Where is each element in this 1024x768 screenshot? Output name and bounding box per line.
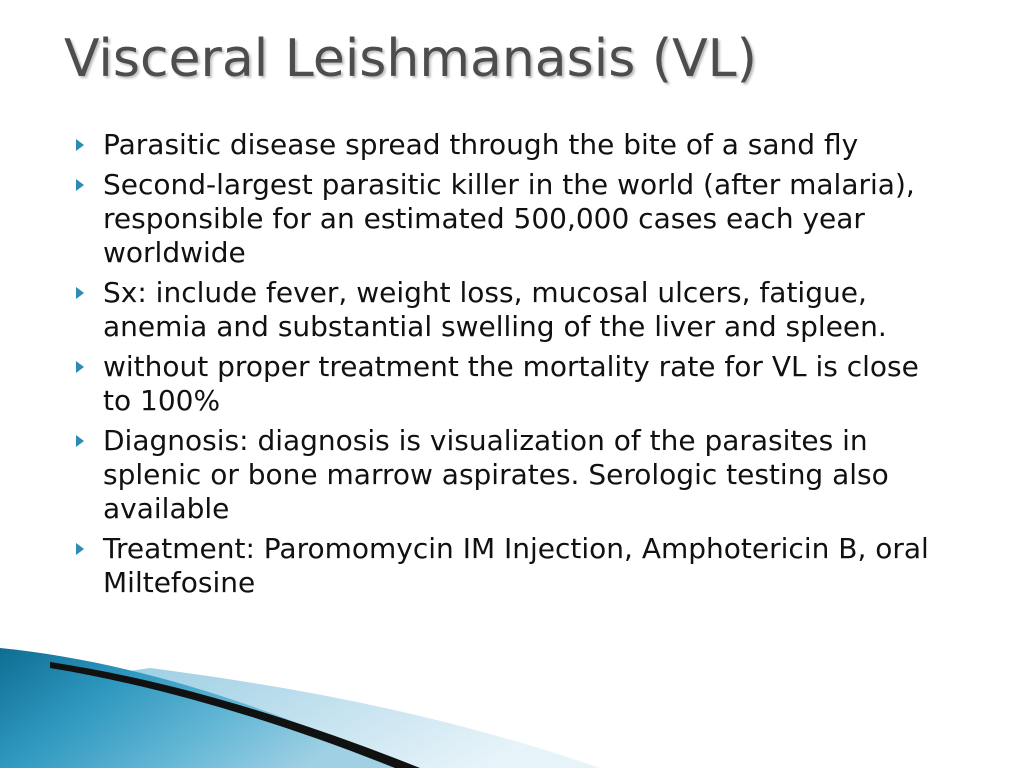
bullet-item <box>72 128 952 162</box>
blue-gradient-band <box>0 648 400 768</box>
bullet-item <box>72 168 952 270</box>
triangle-bullet-icon <box>76 179 84 191</box>
triangle-bullet-icon <box>76 287 84 299</box>
bullet-text: Diagnosis: diagnosis is visualization of the parasites in splenic or bone marrow aspirates. Serologic testing also available <box>103 424 889 525</box>
bullet-item <box>72 350 952 418</box>
triangle-bullet-icon <box>76 361 84 373</box>
bullet-text: without proper treatment the mortality rate for VL is close to 100% <box>103 350 919 417</box>
bullet-item <box>72 532 952 600</box>
slide-title: Visceral Leishmanasis (VL) <box>64 29 757 89</box>
bullet-text: Parasitic disease spread through the bite of a sand fly <box>103 128 859 161</box>
dark-swoosh-line <box>50 662 420 768</box>
triangle-bullet-icon <box>76 543 84 555</box>
bullet-text: Treatment: Paromomycin IM Injection, Amphotericin B, oral Miltefosine <box>103 532 929 599</box>
bullet-list <box>72 128 952 606</box>
bullet-item <box>72 276 952 344</box>
bullet-text: Second-largest parasitic killer in the world (after malaria), responsible for an estimated 500,000 cases each year worldwide <box>103 168 915 269</box>
bullet-text: Sx: include fever, weight loss, mucosal ulcers, fatigue, anemia and substantial swelling of the liver and spleen. <box>103 276 887 343</box>
triangle-bullet-icon <box>76 139 84 151</box>
light-blue-band <box>0 668 600 768</box>
bullet-item <box>72 424 952 526</box>
triangle-bullet-icon <box>76 435 84 447</box>
